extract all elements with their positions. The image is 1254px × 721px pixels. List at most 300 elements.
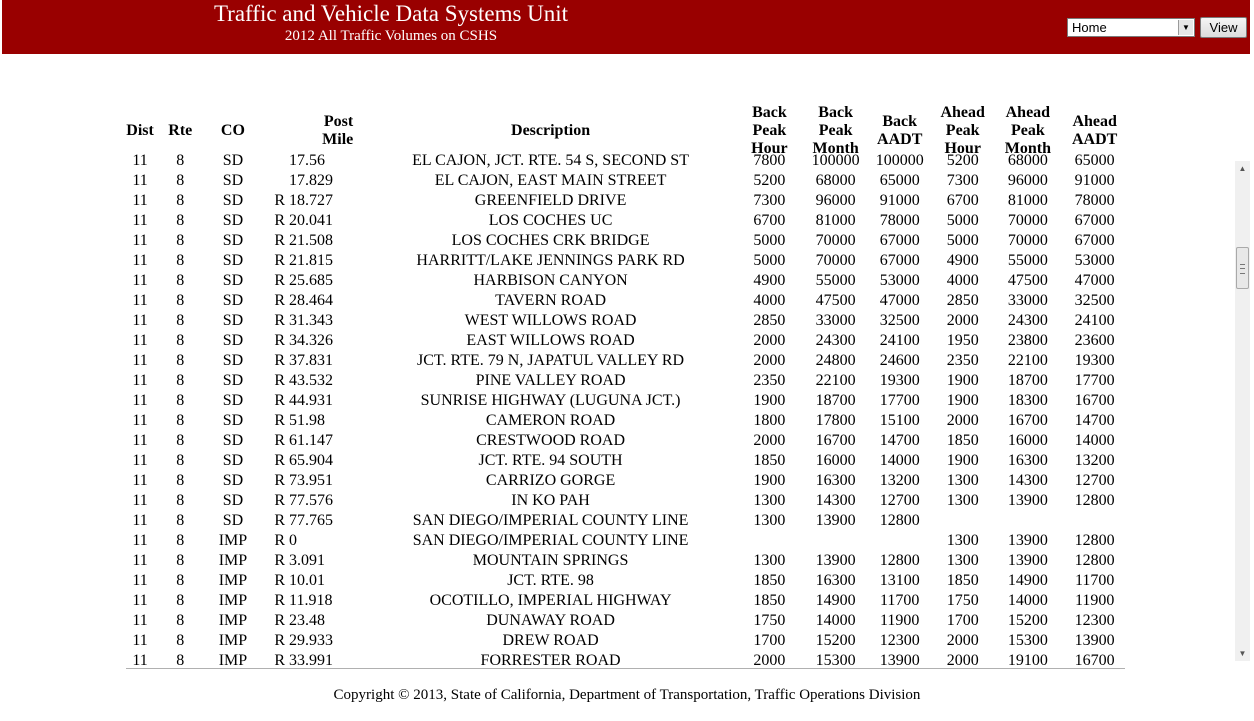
cell-dist: 11 [132,272,148,289]
header-line: Peak [818,122,853,139]
cell-co: SD [222,152,244,169]
cell-back-peak-month: 24800 [815,352,856,369]
cell-description: GREENFIELD DRIVE [474,192,627,209]
cell-back-aadt: 47000 [879,292,920,309]
cell-post-mile: 44.931 [289,392,334,409]
cell-dist: 11 [132,152,148,169]
cell-description: IN KO PAH [511,492,590,509]
cell-ahead-peak-hour: 1700 [946,612,979,629]
cell-rte: 8 [176,192,185,209]
cell-back-peak-month: 18700 [815,392,856,409]
cell-co: IMP [218,612,248,629]
cell-back-aadt: 13900 [879,652,920,669]
cell-rte: 8 [176,372,185,389]
cell-rte: 8 [176,212,185,229]
cell-description: HARBISON CANYON [473,272,628,289]
cell-pm-prefix: R [274,212,286,229]
cell-co: SD [222,452,244,469]
cell-back-peak-hour: 7800 [753,152,786,169]
cell-back-aadt: 15100 [879,412,920,429]
cell-pm-prefix: R [274,232,286,249]
cell-pm-prefix: R [274,512,286,529]
cell-co: SD [222,172,244,189]
cell-back-peak-month: 14000 [815,612,856,629]
table-row [120,491,1130,511]
cell-back-aadt: 13200 [879,472,920,489]
cell-dist: 11 [132,352,148,369]
table-row [120,431,1130,451]
cell-back-aadt: 13100 [879,572,920,589]
cell-description: CAMERON ROAD [485,412,616,429]
cell-pm-prefix: R [274,432,286,449]
cell-back-peak-hour: 5000 [753,252,786,269]
cell-back-peak-month: 16300 [815,572,856,589]
header-line: Back [752,104,787,121]
cell-ahead-peak-month: 14900 [1007,572,1048,589]
navigation-select[interactable] [1067,18,1195,37]
cell-dist: 11 [132,252,148,269]
cell-pm-prefix: R [274,532,286,549]
cell-back-aadt: 32500 [879,312,920,329]
cell-ahead-peak-month: 13900 [1007,492,1048,509]
cell-description: EAST WILLOWS ROAD [466,332,635,349]
table-row [120,511,1130,531]
cell-pm-prefix: R [274,292,286,309]
table-row [120,191,1130,211]
cell-post-mile: 21.508 [289,232,334,249]
cell-rte: 8 [176,332,185,349]
cell-ahead-aadt: 53000 [1074,252,1115,269]
cell-pm-prefix: R [274,352,286,369]
cell-ahead-peak-month: 96000 [1007,172,1048,189]
cell-ahead-peak-hour: 1300 [946,552,979,569]
cell-pm-prefix: R [274,592,286,609]
cell-back-peak-month: 100000 [811,152,860,169]
cell-rte: 8 [176,152,185,169]
cell-back-aadt: 24600 [879,352,920,369]
cell-ahead-peak-month: 18300 [1007,392,1048,409]
cell-pm-prefix: R [274,272,286,289]
cell-dist: 11 [132,412,148,429]
cell-ahead-peak-month: 70000 [1007,232,1048,249]
cell-post-mile: 18.727 [289,192,334,209]
scrollbar-thumb[interactable] [1236,247,1249,289]
cell-dist: 11 [132,492,148,509]
cell-co: SD [222,272,244,289]
cell-dist: 11 [132,572,148,589]
cell-description: OCOTILLO, IMPERIAL HIGHWAY [429,592,672,609]
page-header [2,0,1250,54]
view-button[interactable]: View [1200,17,1247,38]
cell-pm-prefix: R [274,632,286,649]
cell-dist: 11 [132,172,148,189]
table-row [120,371,1130,391]
cell-ahead-aadt: 12700 [1074,472,1115,489]
cell-rte: 8 [176,592,185,609]
cell-rte: 8 [176,572,185,589]
cell-back-peak-month: 16300 [815,472,856,489]
header-line: Ahead [940,104,985,121]
cell-back-peak-month: 22100 [815,372,856,389]
cell-dist: 11 [132,332,148,349]
cell-description: SAN DIEGO/IMPERIAL COUNTY LINE [412,532,689,549]
cell-ahead-aadt: 16700 [1074,652,1115,669]
cell-ahead-peak-month: 15200 [1007,612,1048,629]
table-row [120,171,1130,191]
cell-back-aadt [870,531,929,551]
cell-back-peak-hour: 6700 [753,212,786,229]
cell-co: SD [222,392,244,409]
cell-post-mile: 33.991 [289,652,334,669]
cell-post-mile: 77.765 [289,512,334,529]
cell-ahead-peak-hour: 1300 [946,472,979,489]
cell-post-mile: 51.98 [289,412,326,429]
table-row [120,631,1130,651]
cell-co: SD [222,252,244,269]
cell-pm-prefix: R [274,372,286,389]
cell-back-peak-month: 13900 [815,512,856,529]
cell-pm-prefix: R [274,452,286,469]
cell-back-peak-month: 14300 [815,492,856,509]
cell-back-peak-hour: 2350 [753,372,786,389]
table-body [120,151,1130,671]
cell-ahead-peak-hour: 1900 [946,452,979,469]
cell-ahead-peak-month: 19100 [1007,652,1048,669]
cell-back-peak-hour: 1800 [753,412,786,429]
cell-ahead-aadt [1059,511,1130,531]
cell-ahead-peak-hour: 1850 [946,432,979,449]
cell-co: SD [222,212,244,229]
cell-ahead-aadt: 16700 [1074,392,1115,409]
table-row [120,331,1130,351]
table-row [120,231,1130,251]
cell-back-peak-hour: 5000 [753,232,786,249]
cell-back-peak-hour: 7300 [753,192,786,209]
header-line: Peak [945,122,980,139]
cell-rte: 8 [176,272,185,289]
vertical-scrollbar[interactable] [1235,161,1250,661]
cell-ahead-peak-hour: 5200 [946,152,979,169]
table-row [120,551,1130,571]
cell-post-mile: 0 [289,532,298,549]
table-row [120,411,1130,431]
cell-back-peak-hour: 4000 [753,292,786,309]
cell-dist: 11 [132,232,148,249]
cell-dist: 11 [132,432,148,449]
cell-back-aadt: 12800 [879,552,920,569]
cell-description: FORRESTER ROAD [480,652,621,669]
cell-back-peak-hour: 2000 [753,652,786,669]
cell-co: SD [222,292,244,309]
cell-ahead-peak-hour: 1900 [946,392,979,409]
cell-dist: 11 [132,192,148,209]
cell-ahead-peak-month: 16000 [1007,432,1048,449]
cell-ahead-peak-hour: 2350 [946,352,979,369]
cell-back-peak-hour: 1850 [753,572,786,589]
cell-pm-prefix: R [274,412,286,429]
cell-rte: 8 [176,172,185,189]
cell-pm-prefix: R [274,472,286,489]
cell-pm-prefix: R [274,252,286,269]
column-header-description[interactable]: Description [511,122,591,139]
cell-dist: 11 [132,532,148,549]
cell-post-mile: 77.576 [289,492,334,509]
cell-ahead-aadt: 12300 [1074,612,1115,629]
cell-back-peak-month: 16000 [815,452,856,469]
cell-ahead-peak-month: 22100 [1007,352,1048,369]
cell-description: JCT. RTE. 98 [507,572,594,589]
cell-back-peak-month: 70000 [815,252,856,269]
cell-post-mile: 43.532 [289,372,334,389]
cell-rte: 8 [176,392,185,409]
cell-description: CRESTWOOD ROAD [476,432,626,449]
cell-ahead-peak-hour: 1900 [946,372,979,389]
cell-ahead-peak-month: 18700 [1007,372,1048,389]
cell-ahead-peak-month: 16300 [1007,452,1048,469]
cell-back-peak-month: 70000 [815,232,856,249]
cell-post-mile: 21.815 [289,252,334,269]
cell-ahead-peak-hour: 4000 [946,272,979,289]
table-row [120,531,1130,551]
cell-ahead-aadt: 91000 [1074,172,1115,189]
cell-post-mile: 34.326 [289,332,334,349]
cell-ahead-peak-hour: 1300 [946,532,979,549]
cell-ahead-peak-month: 16700 [1007,412,1048,429]
cell-ahead-peak-month: 47500 [1007,272,1048,289]
footer-divider [126,668,1125,669]
cell-co: SD [222,332,244,349]
cell-ahead-peak-hour: 2000 [946,312,979,329]
cell-back-peak-hour: 1750 [753,612,786,629]
cell-back-aadt: 19300 [879,372,920,389]
table-row [120,151,1130,171]
cell-back-aadt: 11900 [880,612,920,629]
table-row [120,611,1130,631]
cell-dist: 11 [132,472,148,489]
cell-pm-prefix: R [274,392,286,409]
cell-ahead-peak-month: 14300 [1007,472,1048,489]
cell-ahead-aadt: 17700 [1074,372,1115,389]
cell-back-aadt: 12700 [879,492,920,509]
cell-ahead-peak-month: 81000 [1007,192,1048,209]
cell-back-peak-month: 15300 [815,652,856,669]
cell-dist: 11 [132,312,148,329]
cell-back-peak-month: 15200 [815,632,856,649]
cell-rte: 8 [176,492,185,509]
column-header-co[interactable]: CO [220,122,245,139]
cell-pm-prefix: R [274,652,286,669]
cell-rte: 8 [176,612,185,629]
cell-back-peak-month: 81000 [815,212,856,229]
cell-ahead-peak-hour: 4900 [946,252,979,269]
cell-rte: 8 [176,452,185,469]
cell-description: CARRIZO GORGE [485,472,616,489]
cell-ahead-aadt: 78000 [1074,192,1115,209]
cell-ahead-peak-hour: 1950 [946,332,979,349]
cell-back-aadt: 67000 [879,232,920,249]
header-line: Month [1004,140,1051,157]
cell-back-peak-month: 96000 [815,192,856,209]
cell-rte: 8 [176,232,185,249]
cell-co: IMP [218,572,248,589]
cell-post-mile: 10.01 [289,572,326,589]
cell-post-mile: 65.904 [289,452,334,469]
cell-post-mile: 28.464 [289,292,334,309]
cell-ahead-peak-month: 68000 [1007,152,1048,169]
cell-back-peak-hour: 2850 [753,312,786,329]
table-row [120,211,1130,231]
cell-ahead-aadt: 11700 [1074,572,1115,589]
cell-post-mile: 17.56 [289,152,326,169]
scroll-down-arrow-icon[interactable]: ▼ [1238,649,1247,658]
cell-co: SD [222,472,244,489]
cell-back-peak-hour: 1900 [753,472,786,489]
cell-back-peak-hour: 1700 [753,632,786,649]
cell-pm-prefix: R [274,572,286,589]
cell-ahead-peak-hour: 1750 [946,592,979,609]
cell-co: IMP [218,652,248,669]
cell-description: DUNAWAY ROAD [486,612,615,629]
header-line: Hour [751,140,788,157]
header-line: Ahead [1072,113,1117,130]
cell-ahead-peak-month: 14000 [1007,592,1048,609]
header-line: Peak [1010,122,1045,139]
cell-co: IMP [218,632,248,649]
cell-co: SD [222,372,244,389]
cell-description: JCT. RTE. 79 N, JAPATUL VALLEY RD [417,352,685,369]
cell-rte: 8 [176,292,185,309]
cell-pm-prefix: R [274,332,286,349]
cell-pm-prefix [266,171,286,191]
cell-rte: 8 [176,552,185,569]
cell-ahead-aadt: 24100 [1074,312,1115,329]
header-line: Mile [322,131,354,148]
cell-post-mile: 29.933 [289,632,334,649]
cell-dist: 11 [132,292,148,309]
cell-ahead-peak-month: 13900 [1007,532,1048,549]
cell-back-peak-hour: 2000 [753,432,786,449]
cell-back-aadt: 12800 [879,512,920,529]
cell-description: SAN DIEGO/IMPERIAL COUNTY LINE [412,512,689,529]
cell-co: SD [222,232,244,249]
cell-ahead-peak-hour: 6700 [946,192,979,209]
cell-ahead-peak-hour: 5000 [946,212,979,229]
cell-back-peak-hour: 2000 [753,352,786,369]
table-scroll-region[interactable] [120,152,1230,669]
cell-dist: 11 [132,592,148,609]
cell-rte: 8 [176,632,185,649]
cell-co: SD [222,312,244,329]
cell-ahead-peak-hour: 7300 [946,172,979,189]
cell-rte: 8 [176,532,185,549]
cell-rte: 8 [176,352,185,369]
header-line: AADT [1072,131,1118,148]
column-header-dist[interactable]: Dist [126,122,154,139]
cell-ahead-aadt: 13200 [1074,452,1115,469]
column-header-rte[interactable]: Rte [168,122,193,139]
cell-ahead-aadt: 65000 [1074,152,1115,169]
grip-icon [1240,264,1245,274]
cell-back-peak-month: 55000 [815,272,856,289]
cell-rte: 8 [176,252,185,269]
cell-back-peak-hour: 1850 [753,592,786,609]
cell-co: IMP [218,532,248,549]
cell-back-aadt: 78000 [879,212,920,229]
traffic-volume-table [120,151,1130,671]
cell-rte: 8 [176,652,185,669]
cell-ahead-peak-hour: 2850 [946,292,979,309]
table-row [120,471,1130,491]
cell-ahead-peak-hour: 2000 [946,652,979,669]
table-row [120,311,1130,331]
cell-ahead-aadt: 67000 [1074,212,1115,229]
cell-post-mile: 3.091 [289,552,326,569]
page-subtitle: 2012 All Traffic Volumes on CSHS [284,28,498,44]
cell-pm-prefix: R [274,312,286,329]
header-line: Back [882,113,918,130]
cell-dist: 11 [132,512,148,529]
table-row [120,291,1130,311]
cell-back-aadt: 67000 [879,252,920,269]
cell-description: TAVERN ROAD [495,292,606,309]
cell-back-peak-month: 47500 [815,292,856,309]
cell-back-aadt: 12300 [879,632,920,649]
cell-rte: 8 [176,432,185,449]
cell-back-peak-month: 68000 [815,172,856,189]
cell-co: SD [222,352,244,369]
cell-back-peak-hour: 4900 [753,272,786,289]
cell-ahead-aadt: 11900 [1074,592,1115,609]
cell-post-mile: 23.48 [289,612,326,629]
cell-description: EL CAJON, EAST MAIN STREET [434,172,667,189]
cell-back-peak-hour: 1900 [753,392,786,409]
table-row [120,251,1130,271]
cell-post-mile: 17.829 [289,172,334,189]
cell-back-aadt: 17700 [879,392,920,409]
cell-ahead-aadt: 14700 [1074,412,1115,429]
cell-back-aadt: 53000 [879,272,920,289]
cell-back-aadt: 14000 [879,452,920,469]
cell-back-peak-month: 14900 [815,592,856,609]
cell-co: SD [222,192,244,209]
cell-ahead-aadt: 32500 [1074,292,1115,309]
header-line: AADT [877,131,923,148]
cell-post-mile: 25.685 [289,272,334,289]
cell-ahead-peak-hour [929,511,996,531]
header-line: Ahead [1005,104,1051,121]
cell-back-aadt: 91000 [879,192,920,209]
cell-ahead-aadt: 12800 [1074,492,1115,509]
chevron-down-icon[interactable]: ▼ [1178,20,1193,35]
cell-post-mile: 20.041 [289,212,334,229]
header-line: Peak [752,122,787,139]
cell-post-mile: 11.918 [289,592,333,609]
cell-co: SD [222,412,244,429]
scroll-up-arrow-icon[interactable]: ▲ [1238,164,1247,173]
cell-ahead-peak-month: 24300 [1007,312,1048,329]
cell-description: WEST WILLOWS ROAD [464,312,637,329]
cell-co: IMP [218,552,248,569]
cell-dist: 11 [132,652,148,669]
cell-description: LOS COCHES UC [488,212,613,229]
cell-ahead-peak-month: 70000 [1007,212,1048,229]
cell-back-peak-month: 16700 [815,432,856,449]
cell-rte: 8 [176,472,185,489]
cell-ahead-aadt: 67000 [1074,232,1115,249]
cell-ahead-peak-month: 23800 [1007,332,1048,349]
cell-back-peak-month: 13900 [815,552,856,569]
cell-ahead-aadt: 23600 [1074,332,1115,349]
